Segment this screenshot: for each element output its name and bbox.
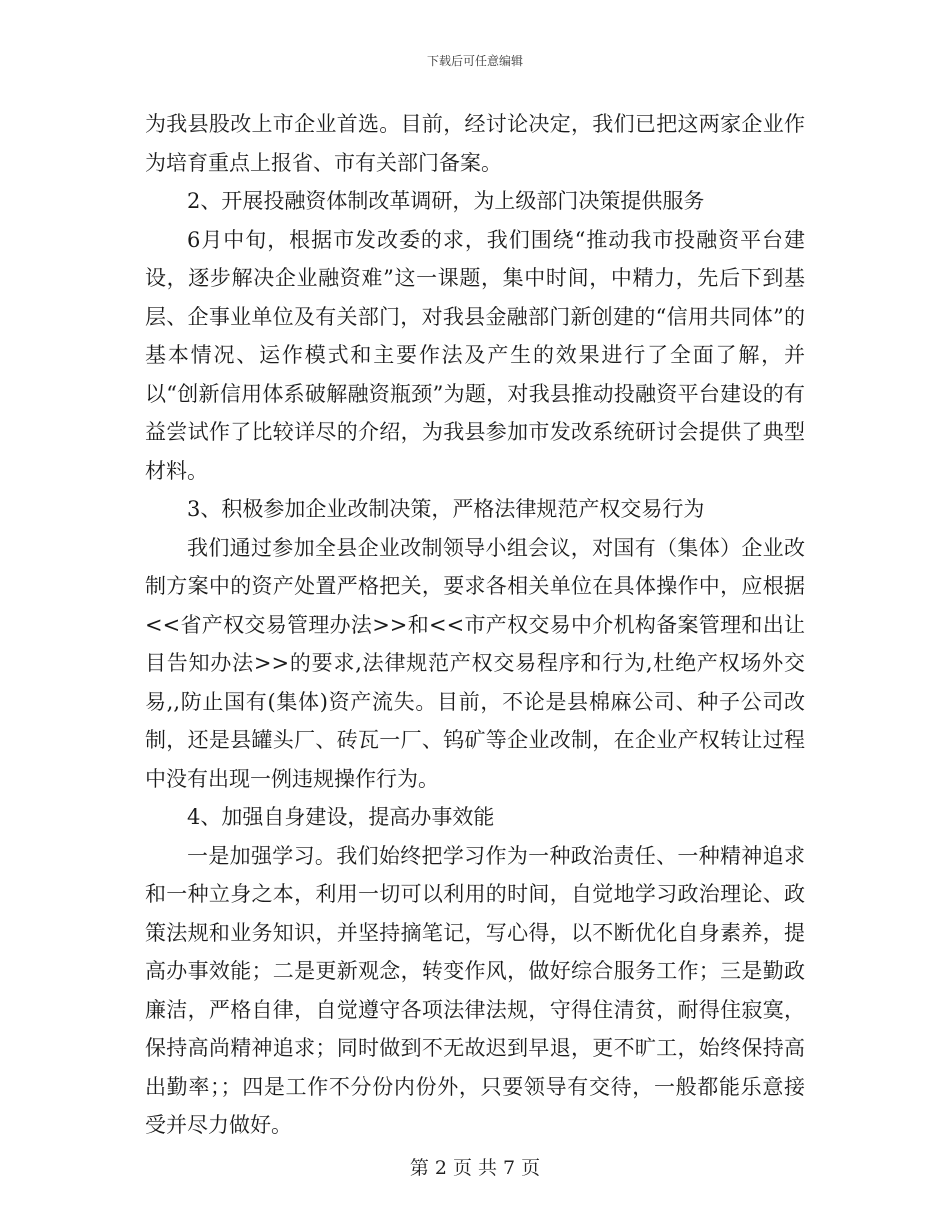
- paragraph-3: 6月中旬，根据市发改委的求，我们围绕“推动我市投融资平台建设，逐步解决企业融资难”这一课题，集中时间，中精力，先后下到基层、企事业单位及有关部门，对我县金融部门新创建的“信用共同体”的基本情况、运作模式和主要作法及产生的效果进行了全面了解，并以“创新信用体系破解融资瓶颈”为题，对我县推动投融资平台建设的有益尝试作了比较详尽的介绍，为我县参加市发改系统研讨会提供了典型材料。: [145, 227, 805, 483]
- paragraph-1: 为我县股改上市企业首选。目前，经讨论决定，我们已把这两家企业作为培育重点上报省、市有关部门备案。: [145, 112, 805, 175]
- paragraph-heading-3: 3、积极参加企业改制决策，严格法律规范产权交易行为: [187, 497, 705, 521]
- page-footer: 第 2 页 共 7 页: [409, 1157, 541, 1179]
- paragraph-heading-2: 2、开展投融资体制改革调研，为上级部门决策提供服务: [187, 189, 705, 213]
- page-header: 下载后可任意编辑: [426, 54, 523, 68]
- paragraph-heading-4: 4、加强自身建设，提高办事效能: [187, 805, 495, 829]
- document-body: [145, 105, 805, 1145]
- paragraph-5: 我们通过参加全县企业改制领导小组会议，对国有（集体）企业改制方案中的资产处置严格把关，要求各相关单位在具体操作中，应根据<<省产权交易管理办法>>和<<市产权交易中介机构备案管理和出让目告知办法>>的要求,法律规范产权交易程序和行为,杜绝产权场外交易,,防止国有(集体)资产流失。目前，不论是县棉麻公司、种子公司改制，还是县罐头厂、砖瓦一厂、钨矿等企业改制，在企业产权转让过程中没有出现一例违规操作行为。: [145, 535, 805, 791]
- paragraph-7: 一是加强学习。我们始终把学习作为一种政治责任、一种精神追求和一种立身之本，利用一切可以利用的时间，自觉地学习政治理论、政策法规和业务知识，并坚持摘笔记，写心得，以不断优化自身素养，提高办事效能；二是更新观念，转变作风，做好综合服务工作；三是勤政廉洁，严格自律，自觉遵守各项法律法规，守得住清贫，耐得住寂寞，保持高尚精神追求；同时做到不无故迟到早退，更不旷工，始终保持高出勤率；；四是工作不分份内份外，只要领导有交待，一般都能乐意接受并尽力做好。: [145, 843, 805, 1137]
